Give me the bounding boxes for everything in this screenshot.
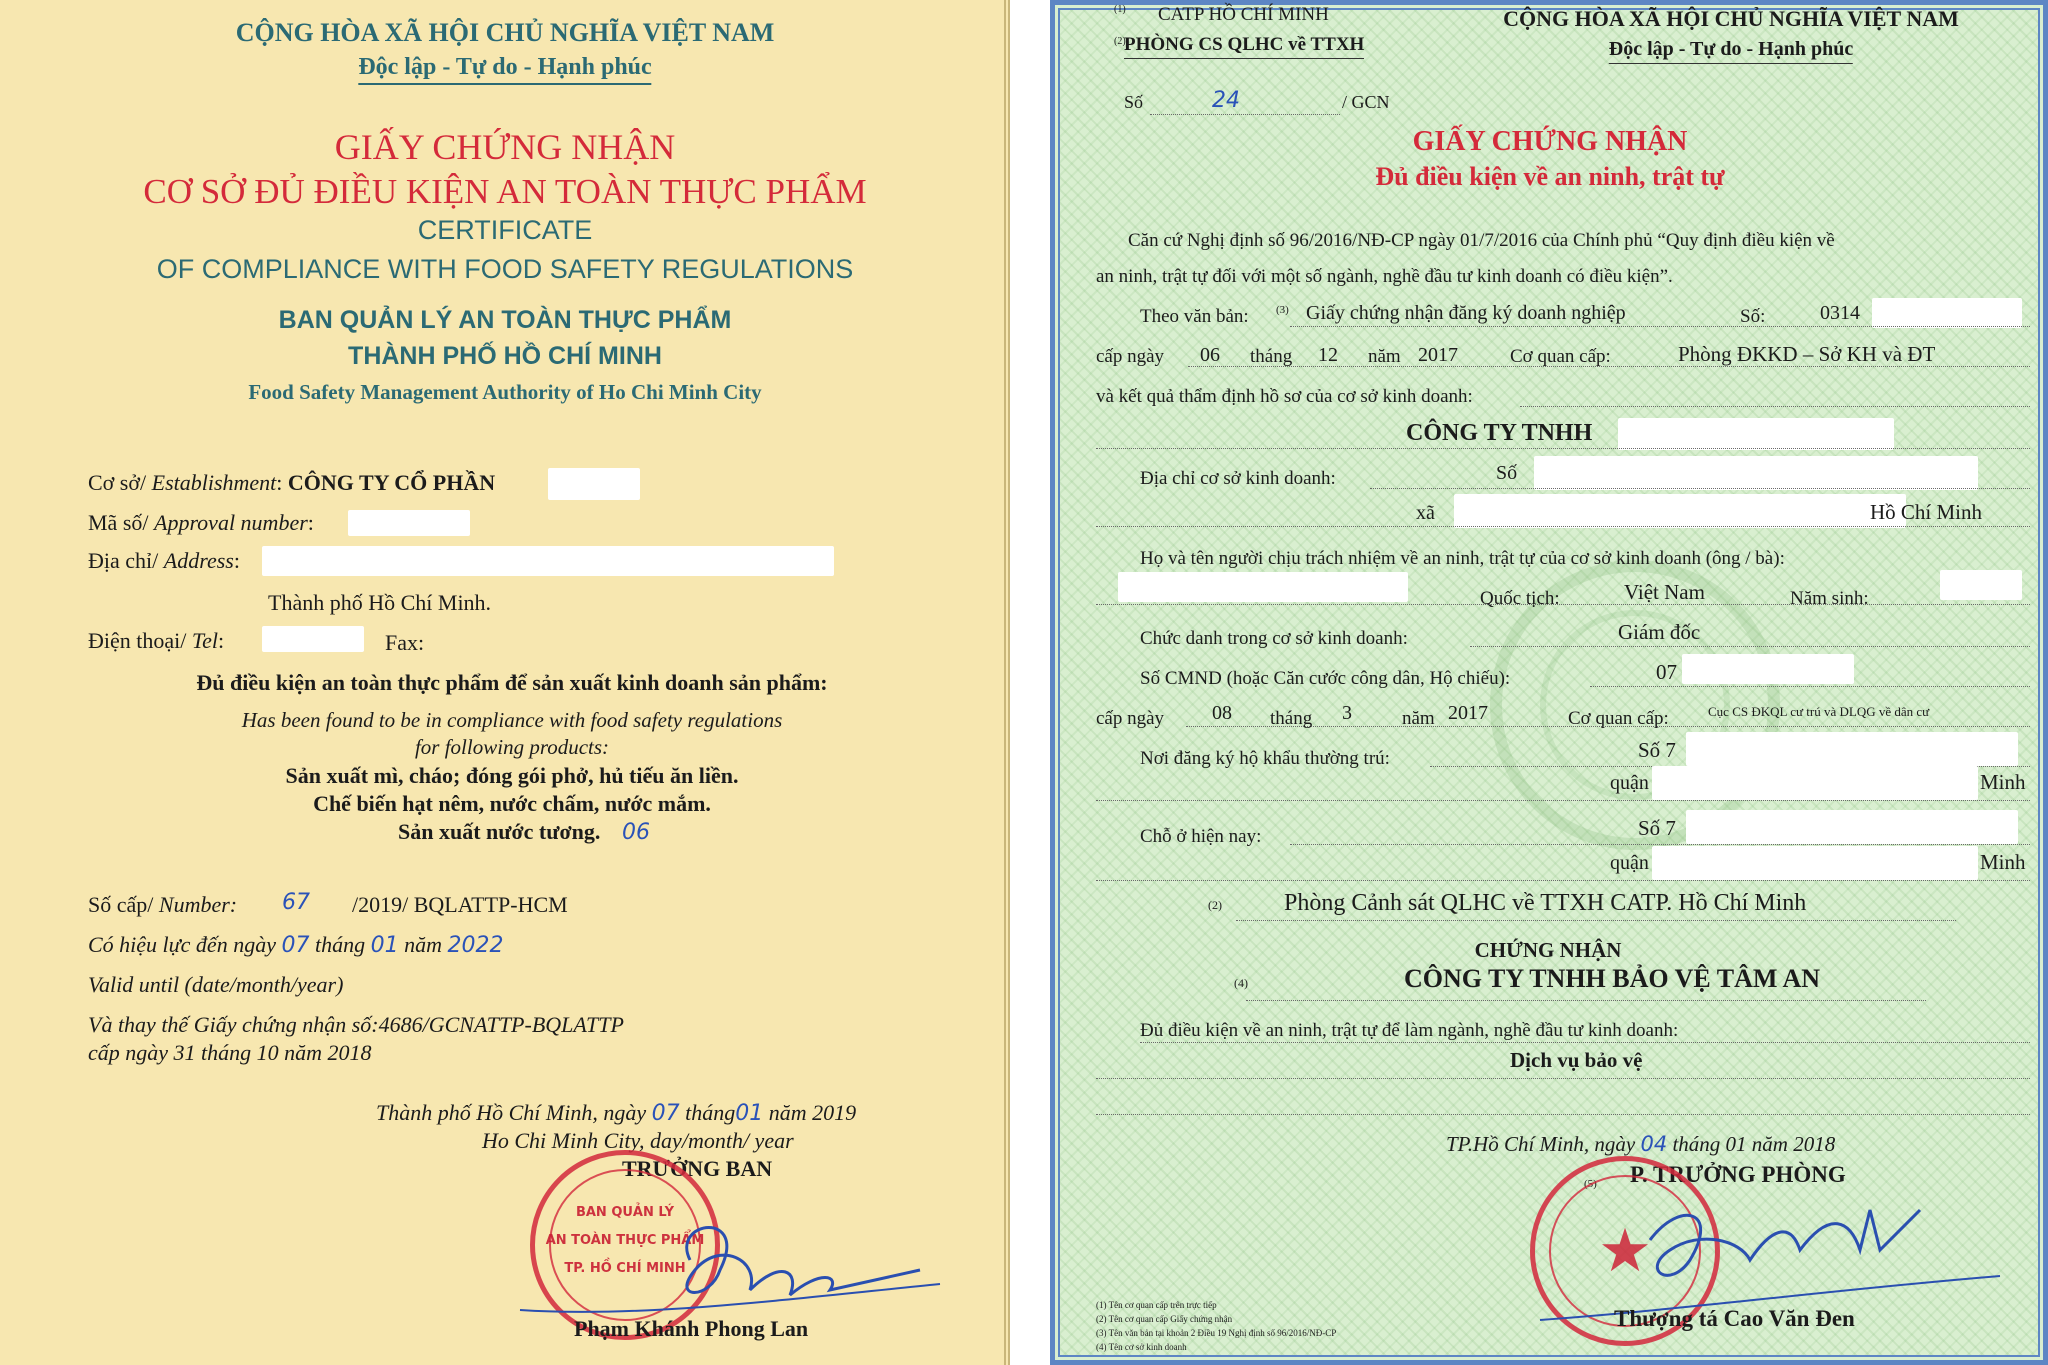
valid-year: 2022	[447, 933, 504, 958]
dotted-line	[1520, 406, 2030, 407]
position-value: Giám đốc	[1618, 620, 1701, 644]
redaction	[1940, 570, 2022, 600]
signer-name: Thượng tá Cao Văn Đen	[1614, 1306, 1855, 1331]
address-so: Số	[1496, 462, 1518, 484]
establishment-row: Cơ sở/ Establishment: CÔNG TY CỔ PHẦN	[88, 470, 496, 495]
dotted-line	[1140, 1042, 2030, 1043]
product-handwritten-mark: 06	[622, 820, 650, 845]
current-minh: Minh	[1980, 850, 2026, 874]
dotted-line	[1246, 1000, 1926, 1001]
mark-1: (1)	[1114, 4, 1126, 15]
establishment-value: CÔNG TY CỔ PHẦN	[287, 470, 496, 495]
sign-date-place: TP.Hồ Chí Minh	[1446, 1132, 1584, 1156]
sign-day-label: , ngày	[1583, 1132, 1636, 1156]
current-so: Số 7	[1638, 816, 1676, 840]
sign-year-label: năm	[1751, 1132, 1788, 1156]
footnote-2: (2) Tên cơ quan cấp Giấy chứng nhận	[1096, 1314, 1233, 1324]
dotted-line	[1096, 800, 2030, 801]
dotted-line	[1186, 726, 2030, 727]
so-suffix: / GCN	[1342, 92, 1390, 112]
redaction	[1618, 418, 1894, 450]
establishment-label: Cơ sở/	[88, 470, 147, 495]
certified-company: CÔNG TY TNHH BẢO VỆ TÂM AN	[1404, 964, 1821, 993]
dotted-line	[1096, 604, 2030, 605]
tel-label: Điện thoại/	[88, 628, 187, 653]
nationality-label: Quốc tịch:	[1480, 588, 1560, 609]
service-name: Dịch vụ bảo vệ	[1510, 1048, 1643, 1072]
basis-line-2: an ninh, trật tự đối với một số ngành, nghề đầu tư kinh doanh có điều kiện”.	[1096, 266, 1673, 287]
company-mark: (4)	[1234, 976, 1248, 990]
dotted-line	[1236, 920, 1956, 921]
issue-year: năm 2019	[768, 1100, 857, 1125]
footnote-4: (4) Tên cơ sở kinh doanh	[1096, 1342, 1187, 1352]
redaction	[1118, 572, 1408, 602]
compliance-en-2: for following products:	[414, 735, 610, 759]
id-month: 3	[1342, 702, 1352, 724]
dotted-line	[1290, 326, 2030, 327]
redaction	[1454, 494, 1906, 528]
doc-mark: (3)	[1276, 304, 1289, 316]
office-name: Phòng Cảnh sát QLHC về TTXH CATP. Hồ Chí Minh	[1284, 890, 1807, 916]
id-label: Số CMND (hoặc Căn cước công dân, Hộ chiếu):	[1140, 668, 1511, 689]
cert-title: GIẤY CHỨNG NHẬN	[1412, 126, 1688, 157]
person-label: Họ và tên người chịu trách nhiệm về an ninh, trật tự của cơ sở kinh doanh (ông / bà):	[1140, 548, 1785, 569]
issue-day: 07	[651, 1101, 680, 1126]
security-certificate	[1050, 0, 2048, 1365]
dotted-line	[1096, 880, 2030, 881]
motto: Độc lập - Tự do - Hạnh phúc	[1609, 38, 1853, 64]
authority-en: Food Safety Management Authority of Ho Chi Minh City	[248, 380, 762, 404]
address-label: Địa chỉ cơ sở kinh doanh:	[1140, 468, 1336, 489]
dotted-line	[1188, 366, 2030, 367]
issued-day: 06	[1200, 344, 1220, 366]
issuer-label: Cơ quan cấp:	[1510, 346, 1611, 367]
result-text: và kết quả thẩm định hồ sơ của cơ sở kinh doanh:	[1096, 386, 1473, 407]
issuer-line-2: PHÒNG CS QLHC về TTXH	[1124, 34, 1364, 59]
valid-prefix: Có hiệu lực đến ngày	[88, 932, 276, 957]
dotted-line	[1096, 1114, 2030, 1115]
certifies-heading: CHỨNG NHẬN	[1474, 938, 1622, 962]
residence-quan: quận	[1610, 772, 1649, 794]
stamp-text-1: BAN QUẢN LÝ	[575, 1205, 675, 1220]
issuer-value: Phòng ĐKKD – Sở KH và ĐT	[1678, 342, 1936, 366]
dotted-line	[1096, 526, 2030, 527]
signature-left	[520, 1200, 960, 1330]
doc-value: Giấy chứng nhận đăng ký doanh nghiệp	[1306, 302, 1626, 324]
current-label: Chỗ ở hiện nay:	[1140, 826, 1262, 847]
number-suffix: /2019/ BQLATTP-HCM	[352, 892, 568, 917]
star-icon: ★	[1598, 1218, 1652, 1284]
address-xa: xã	[1416, 502, 1435, 524]
valid-year-label: năm	[404, 932, 442, 957]
product-line-1: Sản xuất mì, cháo; đóng gói phở, hủ tiếu ăn liền.	[285, 763, 739, 788]
issue-date	[376, 1100, 856, 1126]
number-label-en: Number:	[158, 892, 238, 917]
id-issuer-value: Cục CS ĐKQL cư trú và DLQG về dân cư	[1708, 704, 1930, 719]
redaction	[1652, 766, 1978, 800]
redaction	[1686, 732, 2018, 766]
issue-month-label: tháng	[685, 1100, 736, 1125]
replace-line-1: Và thay thế Giấy chứng nhận số:4686/GCNATTP-BQLATTP	[88, 1012, 624, 1037]
tel-row: Điện thoại/ Tel:	[88, 628, 225, 653]
product-line-2: Chế biến hạt nêm, nước chấm, nước mắm.	[313, 791, 711, 816]
redaction	[262, 626, 364, 652]
sign-month: 01	[1725, 1132, 1747, 1156]
redaction	[1682, 654, 1854, 684]
doc-no-value: 0314	[1820, 302, 1860, 324]
compliance-en-1: Has been found to be in compliance with food safety regulations	[241, 708, 783, 732]
valid-month-label: tháng	[314, 932, 366, 957]
issued-label: cấp ngày	[1096, 346, 1165, 367]
company-name: CÔNG TY TNHH	[1406, 420, 1593, 446]
fax-label: Fax:	[385, 630, 425, 655]
current-quan: quận	[1610, 852, 1649, 874]
compliance-statement: Đủ điều kiện an toàn thực phẩm để sản xuất kinh doanh sản phẩm:	[196, 670, 828, 695]
redaction	[1872, 298, 2022, 328]
address-city: Hồ Chí Minh	[1870, 500, 1983, 524]
dotted-line	[1370, 488, 2030, 489]
id-year-label: năm	[1402, 708, 1435, 729]
dotted-line	[1096, 448, 2030, 449]
cert-subtitle: CƠ SỞ ĐỦ ĐIỀU KIỆN AN TOÀN THỰC PHẨM	[143, 172, 867, 211]
dotted-line	[1150, 114, 1340, 115]
national-title: CỘNG HÒA XÃ HỘI CHỦ NGHĨA VIỆT NAM	[1503, 6, 1959, 31]
id-issued-label: cấp ngày	[1096, 708, 1165, 729]
redaction	[1652, 846, 1978, 880]
sign-mark: (5)	[1584, 1178, 1597, 1190]
id-value: 07	[1656, 660, 1677, 684]
mark-2: (2)	[1114, 36, 1126, 47]
valid-en: Valid until (date/month/year)	[88, 972, 344, 997]
valid-month: 01	[370, 933, 399, 958]
redaction	[262, 546, 834, 576]
redaction	[1534, 456, 1978, 490]
issue-date-place: Thành phố Hồ Chí Minh, ngày	[376, 1100, 647, 1125]
residence-label: Nơi đăng ký hộ khẩu thường trú:	[1140, 748, 1390, 769]
tel-label-en: Tel	[191, 628, 218, 653]
redaction	[548, 468, 640, 500]
product-line-3: Sản xuất nước tương.	[398, 819, 601, 844]
number-label: Số cấp/	[88, 892, 154, 917]
approval-row: Mã số/ Approval number:	[88, 510, 314, 535]
so-label: Số	[1124, 92, 1144, 112]
authority-line-1: BAN QUẢN LÝ AN TOÀN THỰC PHẨM	[278, 306, 732, 334]
eligible-text: Đủ điều kiện về an ninh, trật tự để làm ngành, nghề đầu tư kinh doanh:	[1140, 1020, 1679, 1041]
signer-name: Phạm Khánh Phong Lan	[574, 1316, 809, 1341]
issued-month-label: tháng	[1250, 346, 1293, 367]
issue-date-en: Ho Chi Minh City, day/month/ year	[482, 1128, 794, 1153]
dotted-line	[1470, 646, 2030, 647]
issued-year: 2017	[1418, 344, 1458, 366]
id-day: 08	[1212, 702, 1232, 724]
valid-day: 07	[281, 933, 310, 958]
issued-year-label: năm	[1368, 346, 1401, 367]
food-safety-certificate	[0, 0, 1010, 1365]
authority-line-2: THÀNH PHỐ HỒ CHÍ MINH	[348, 342, 662, 370]
replace-line-2: cấp ngày 31 tháng 10 năm 2018	[88, 1040, 372, 1065]
id-month-label: tháng	[1270, 708, 1313, 729]
issued-row	[1096, 346, 1164, 368]
dotted-line	[1096, 1078, 2030, 1079]
id-year: 2017	[1448, 702, 1488, 724]
redaction	[348, 510, 470, 536]
doc-label: Theo văn bản:	[1140, 306, 1249, 327]
address-row: Địa chỉ/ Address:	[88, 548, 240, 573]
footnote-1: (1) Tên cơ quan cấp trên trực tiếp	[1096, 1300, 1217, 1310]
cert-title: GIẤY CHỨNG NHẬN	[334, 127, 676, 167]
number-value: 67	[282, 890, 310, 915]
position-label: Chức danh trong cơ sở kinh doanh:	[1140, 628, 1408, 649]
birth-label: Năm sinh:	[1790, 588, 1869, 609]
address-label-en: Address	[163, 548, 234, 573]
motto: Độc lập - Tự do - Hạnh phúc	[358, 54, 651, 85]
cert-subtitle-en: OF COMPLIANCE WITH FOOD SAFETY REGULATIONS	[156, 254, 854, 284]
stamp-text-3: TP. HỒ CHÍ MINH	[564, 1261, 686, 1276]
nationality-value: Việt Nam	[1624, 580, 1705, 604]
footnote-3: (3) Tên văn bản tại khoản 2 Điều 19 Nghị định số 96/2016/NĐ-CP	[1096, 1328, 1337, 1338]
issued-month: 12	[1318, 344, 1338, 366]
id-issuer-label: Cơ quan cấp:	[1568, 708, 1669, 729]
approval-label: Mã số/	[88, 510, 149, 535]
cert-subtitle: Đủ điều kiện về an ninh, trật tự	[1375, 162, 1725, 191]
national-title: CỘNG HÒA XÃ HỘI CHỦ NGHĨA VIỆT NAM	[235, 18, 775, 47]
basis-line-1: Căn cứ Nghị định số 96/2016/NĐ-CP ngày 01/7/2016 của Chính phủ “Quy định điều kiện về	[1128, 230, 1835, 251]
issue-month: 01	[735, 1101, 764, 1126]
approval-label-en: Approval number	[154, 510, 308, 535]
valid-row	[88, 932, 503, 958]
residence-so: Số 7	[1638, 738, 1676, 762]
establishment-label-en: Establishment	[151, 470, 277, 495]
sign-month-label: tháng	[1672, 1132, 1721, 1156]
page-gap	[1010, 0, 1050, 1365]
so-value: 24	[1212, 88, 1240, 113]
cert-title-en: CERTIFICATE	[417, 215, 593, 245]
residence-minh: Minh	[1980, 770, 2026, 794]
redaction	[1686, 810, 2018, 844]
address-label: Địa chỉ/	[88, 548, 159, 573]
dotted-line	[1290, 844, 2030, 845]
sign-day: 04	[1640, 1132, 1668, 1156]
issuer-line-1: CATP HỒ CHÍ MINH	[1158, 4, 1329, 25]
signer-title: TRƯỞNG BAN	[622, 1156, 773, 1181]
address-city: Thành phố Hồ Chí Minh.	[268, 590, 492, 615]
office-mark: (2)	[1208, 898, 1222, 912]
sign-year: 2018	[1793, 1132, 1836, 1156]
sign-date	[1446, 1132, 1835, 1157]
doc-no-label: Số:	[1740, 306, 1766, 327]
dotted-line	[1590, 686, 2030, 687]
signer-title: P. TRƯỞNG PHÒNG	[1630, 1162, 1846, 1187]
number-row	[88, 892, 237, 918]
stamp-text-2: AN TOÀN THỰC PHẨM	[545, 1233, 705, 1248]
